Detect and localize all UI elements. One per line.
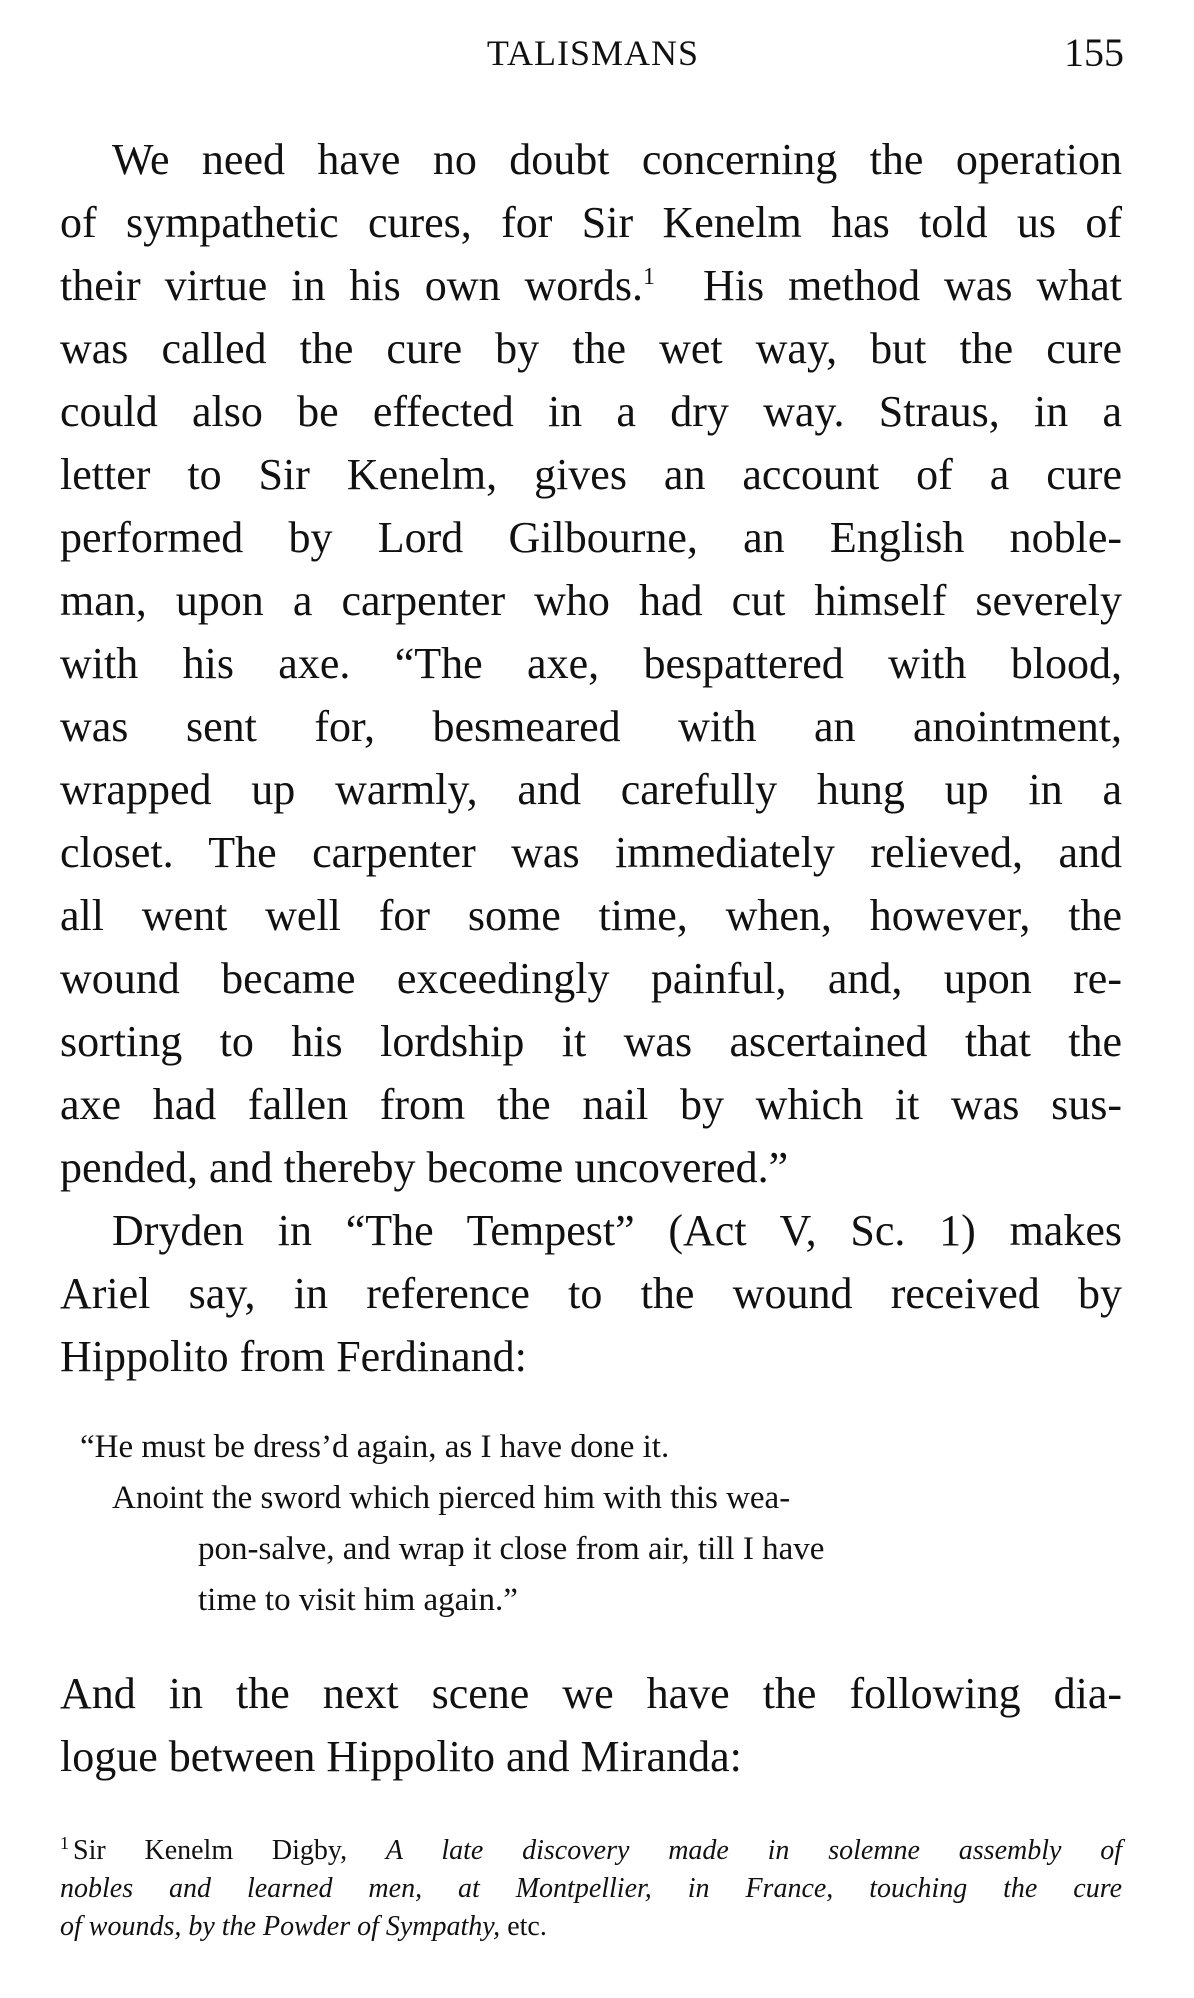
- text-line: was sent for, besmeared with an anointment,: [60, 702, 1122, 751]
- text-line: could also be effected in a dry way. Straus, in a: [60, 387, 1122, 436]
- quote-line: “He must be dress’d again, as I have done it.: [80, 1429, 670, 1465]
- text-line: man, upon a carpenter who had cut himself severely: [60, 576, 1122, 625]
- footnote-reference[interactable]: 1: [643, 264, 656, 290]
- text-fragment: His method was what: [703, 261, 1122, 310]
- text-line: pended, and thereby become uncovered.”: [60, 1143, 789, 1192]
- text-line: was called the cure by the wet way, but the cure: [60, 324, 1122, 373]
- footnote-title: A late discovery made in solemne assembly of: [385, 1835, 1123, 1866]
- footnote-line: [60, 1908, 1122, 1946]
- footnote-mark: 1: [60, 1833, 69, 1853]
- text-line: of sympathetic cures, for Sir Kenelm has told us of: [60, 198, 1122, 247]
- block-quote: [80, 1422, 1040, 1626]
- text-line: letter to Sir Kenelm, gives an account of a cure: [60, 450, 1122, 499]
- text-line: logue between Hippolito and Miranda:: [60, 1732, 742, 1781]
- text-line: performed by Lord Gilbourne, an English noble-: [60, 513, 1122, 562]
- text-line: with his axe. “The axe, bespattered with blood,: [60, 639, 1122, 688]
- text-line: Dryden in “The Tempest” (Act V, Sc. 1) makes: [112, 1206, 1122, 1255]
- text-line: Ariel say, in reference to the wound received by: [60, 1269, 1122, 1318]
- text-line: Hippolito from Ferdinand:: [60, 1332, 527, 1381]
- footnote: [60, 1832, 1122, 1946]
- quote-line: pon-salve, and wrap it close from air, till I have: [198, 1531, 825, 1567]
- running-head: [62, 28, 1124, 78]
- footnote-title: nobles and learned men, at Montpellier, in France, touching the cure: [60, 1873, 1122, 1904]
- footnote-title: of wounds, by the Powder of Sympathy,: [60, 1911, 501, 1942]
- quote-line: time to visit him again.”: [198, 1582, 518, 1618]
- footnote-line: [60, 1832, 1122, 1870]
- text-line-with-footnote-ref: [60, 254, 1122, 317]
- text-fragment: their virtue in his own words.: [60, 261, 644, 310]
- paragraph-next-scene: [60, 1662, 1122, 1788]
- footnote-suffix: etc.: [500, 1911, 547, 1942]
- quote-line: Anoint the sword which pierced him with this wea-: [112, 1480, 791, 1516]
- text-line: sorting to his lordship it was ascertained that the: [60, 1017, 1122, 1066]
- text-line: all went well for some time, when, however, the: [60, 891, 1122, 940]
- paragraph-sympathetic-cures: [60, 128, 1122, 1199]
- running-title: TALISMANS: [486, 33, 700, 73]
- main-text: [60, 128, 1122, 1388]
- text-line: axe had fallen from the nail by which it was sus-: [60, 1080, 1122, 1129]
- text-line: We need have no doubt concerning the operation: [112, 135, 1122, 184]
- footnote-line: [60, 1870, 1122, 1908]
- text-line: And in the next scene we have the following dia-: [60, 1669, 1122, 1718]
- page-number: 155: [1064, 30, 1124, 75]
- text-line: wrapped up warmly, and carefully hung up in a: [60, 765, 1122, 814]
- text-line: closet. The carpenter was immediately relieved, and: [60, 828, 1122, 877]
- text-line: wound became exceedingly painful, and, upon re-: [60, 954, 1122, 1003]
- paragraph-dryden: [60, 1199, 1122, 1388]
- footnote-author: Sir Kenelm Digby,: [73, 1835, 348, 1866]
